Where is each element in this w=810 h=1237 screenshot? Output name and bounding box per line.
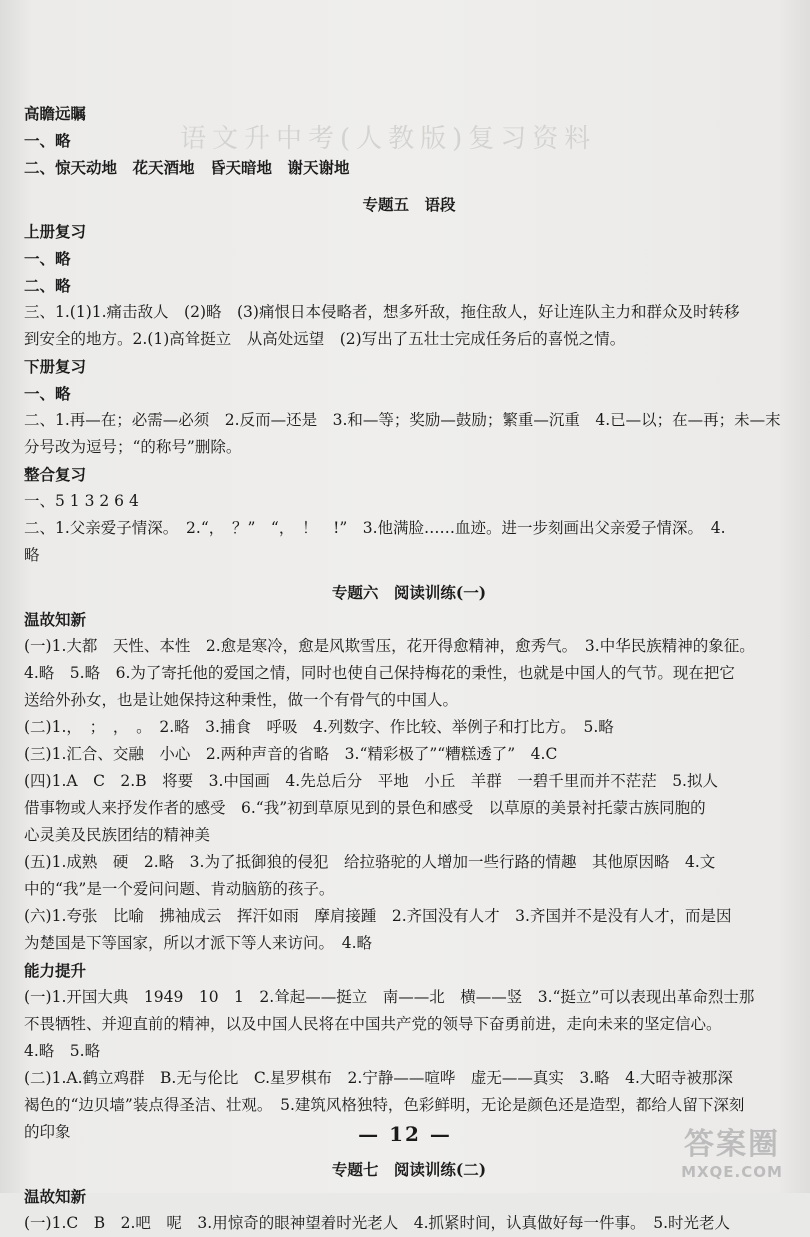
answer-line: (五)1.成熟 硬 2.略 3.为了抵御狼的侵犯 给拉骆驼的人增加一些行路的情趣 其他原因略 4.文 (24, 853, 716, 871)
page-number: — 12 — (358, 1122, 452, 1146)
section-heading: 高瞻远瞩 (24, 104, 87, 123)
answer-line: 心灵美及民族团结的精神美 (24, 826, 211, 844)
section-heading: 二、略 (24, 276, 71, 295)
answer-line: (二)1.， ； ， 。 2.略 3.捕食 呼吸 4.列数字、作比较、举例子和打比方。 5.略 (24, 718, 614, 736)
answer-line: 二、1.父亲爱子情深。 2.“， ？” “， ！ !” 3.他满脸……血迹。进一步刻画出父亲爱子情深。 4. (24, 519, 726, 537)
section-heading: 二、惊天动地 花天酒地 昏天暗地 谢天谢地 (24, 158, 350, 177)
answer-line: 略 (24, 546, 40, 564)
section-heading: 一、略 (24, 131, 71, 150)
section-heading: 温故知新 (24, 1187, 87, 1206)
answer-line: 4.略 5.略 6.为了寄托他的爱国之情，同时也使自己保持梅花的秉性，也就是中国人的气节。现在把它 (24, 664, 735, 682)
answer-line: 借事物或人来抒发作者的感受 6.“我”初到草原见到的景色和感受 以草原的美景衬托蒙古族同胞的 (24, 799, 706, 817)
section-heading: 一、略 (24, 249, 71, 268)
answer-line: 三、1.(1)1.痛击敌人 (2)略 (3)痛恨日本侵略者，想多歼敌，拖住敌人，好让连队主力和群众及时转移 (24, 303, 740, 321)
section-title: 专题七 阅读训练(二) (331, 1160, 487, 1179)
answer-line: 褐色的“边贝墙”装点得圣洁、壮观。 5.建筑风格独特，色彩鲜明，无论是颜色还是造型，都给人留下深刻 (24, 1096, 745, 1114)
answer-line: (一)1.大都 天性、本性 2.愈是寒冷，愈是风欺雪压，花开得愈精神，愈秀气。 3.中华民族精神的象征。 (24, 637, 755, 655)
answer-line: 4.略 5.略 (24, 1042, 101, 1060)
answer-line: 分号改为逗号；“的称号”删除。 (24, 438, 242, 456)
watermark-url: MXQE.COM (681, 1163, 783, 1181)
section-heading: 温故知新 (24, 610, 87, 629)
answer-line: (二)1.A.鹤立鸡群 B.无与伦比 C.星罗棋布 2.宁静——喧哗 虚无——真实 3.略 4.大昭寺被那深 (24, 1069, 733, 1087)
section-gap (24, 569, 794, 579)
answer-line: (一)1.C B 2.吧 呢 3.用惊奇的眼神望着时光老人 4.抓紧时间，认真做好每一件事。 5.时光老人 (24, 1214, 731, 1232)
answer-line: 送给外孙女，也是让她保持这种秉性，做一个有骨气的中国人。 (24, 691, 459, 709)
section-heading: 整合复习 (24, 465, 87, 484)
answer-content (24, 100, 794, 1237)
section-title: 专题六 阅读训练(一) (331, 583, 487, 602)
answer-line: 一、5 1 3 2 6 4 (24, 492, 139, 510)
answer-line: (三)1.汇合、交融 小心 2.两种声音的省略 3.“精彩极了”“糟糕透了” 4.C (24, 745, 558, 763)
answer-line: 的印象 (24, 1123, 71, 1141)
answer-line: 到安全的地方。2.(1)高耸挺立 从高处远望 (2)写出了五壮士完成任务后的喜悦之情。 (24, 330, 626, 348)
section-heading: 下册复习 (24, 357, 87, 376)
answer-line: 中的“我”是一个爱问问题、肯动脑筋的孩子。 (24, 880, 335, 898)
section-title: 专题五 语段 (362, 195, 456, 214)
answer-line: (四)1.A C 2.B 将要 3.中国画 4.先总后分 平地 小丘 羊群 一碧千里而并不茫茫 5.拟人 (24, 772, 718, 790)
answer-line: 不畏牺牲、并迎直前的精神，以及中国人民将在中国共产党的领导下奋勇前进，走向未来的坚定信心。 (24, 1015, 722, 1033)
section-heading: 上册复习 (24, 222, 87, 241)
answer-line: 为楚国是下等国家，所以才派下等人来访问。 4.略 (24, 934, 373, 952)
watermark-text: 答案圈 (684, 1127, 780, 1162)
answer-line: (六)1.夸张 比喻 拂袖成云 挥汗如雨 摩肩接踵 2.齐国没有人才 3.齐国并不是没有人才，而是因 (24, 907, 732, 925)
section-heading: 能力提升 (24, 961, 87, 980)
section-gap (24, 181, 794, 191)
faint-header-bleed: 语文升中考(人教版)复习资料 (180, 124, 597, 154)
answer-line: 二、1.再—在；必需—必须 2.反而—还是 3.和—等；奖励—鼓励；繁重—沉重 4.已—以；在—再；未—末 (24, 411, 781, 429)
watermark-logo (662, 1127, 802, 1187)
answer-line: (一)1.开国大典 1949 10 1 2.耸起——挺立 南——北 横——竖 3.“挺立”可以表现出革命烈士那 (24, 988, 755, 1006)
section-heading: 一、略 (24, 384, 71, 403)
